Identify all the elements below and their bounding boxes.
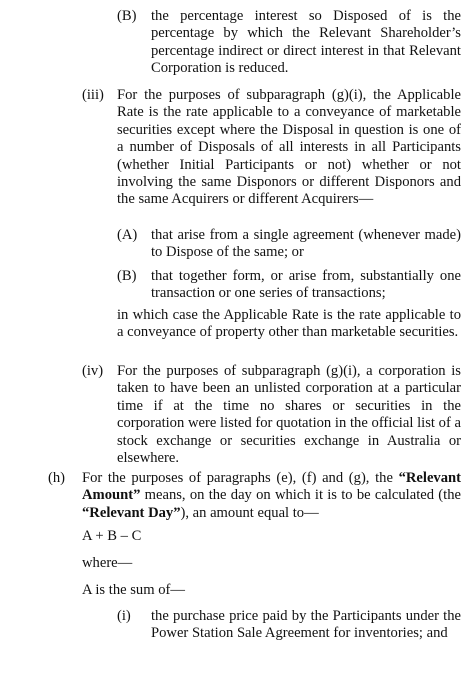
clause-iii-text: For the purposes of subparagraph (g)(i), the Applicable Rate is the rate applicable to a conveyance of marketable securities except where the Disposal in question is one of a number of Disposals of all interests in all Participants (whether Initial Participants or not) whether or not involving the same Disponors or different Disponors and the same Acquirers or different Acquirers— [117, 87, 461, 208]
clause-h-text-2: means, on the day on which it is to be calculated (the [140, 487, 461, 504]
clause-iv-text: For the purposes of subparagraph (g)(i), a corporation is taken to have been an unlisted corporation at a particular time if at the time no shares or securities in the corporation were listed for quotation in the official list of a stock exchange or securities exchange in Australia or elsewhere. [117, 363, 461, 467]
clause-h-i-text: the purchase price paid by the Participants under the Power Station Sale Agreement for inventories; and [151, 608, 461, 642]
clause-h-i-label: (i) [117, 608, 131, 624]
clause-iv-label: (iv) [82, 363, 104, 379]
a-sum-text: A is the sum of— [82, 582, 185, 598]
clause-iii-b-label: (B) [117, 268, 137, 284]
clause-iii-b-text: that together form, or arise from, substantially one transaction or one series of transactions; [151, 268, 461, 302]
where-text: where— [82, 555, 133, 571]
clause-iii-a-text: that arise from a single agreement (whenever made) to Dispose of the same; or [151, 227, 461, 261]
defined-term-relevant-amount: “Relevant Amount” [82, 470, 461, 504]
clause-h-text-3: ), an amount equal to— [180, 504, 319, 521]
clause-iii-label: (iii) [82, 87, 104, 103]
clause-b-text: the percentage interest so Disposed of is the percentage by which the Relevant Shareholder’s percentage indirect or direct interest in that Relevant Corporation is reduced. [151, 8, 461, 77]
clause-iii-a-label: (A) [117, 227, 138, 243]
clause-h-text-1: For the purposes of paragraphs (e), (f) and (g), the [82, 470, 399, 486]
clause-b-label: (B) [117, 8, 137, 24]
clause-iii-tail: in which case the Applicable Rate is the rate applicable to a conveyance of property other than marketable securities. [117, 307, 461, 341]
defined-term-relevant-day: “Relevant Day” [82, 504, 181, 521]
clause-h-text [82, 470, 461, 522]
formula: A + B – C [82, 528, 142, 544]
clause-h-label: (h) [48, 470, 66, 486]
